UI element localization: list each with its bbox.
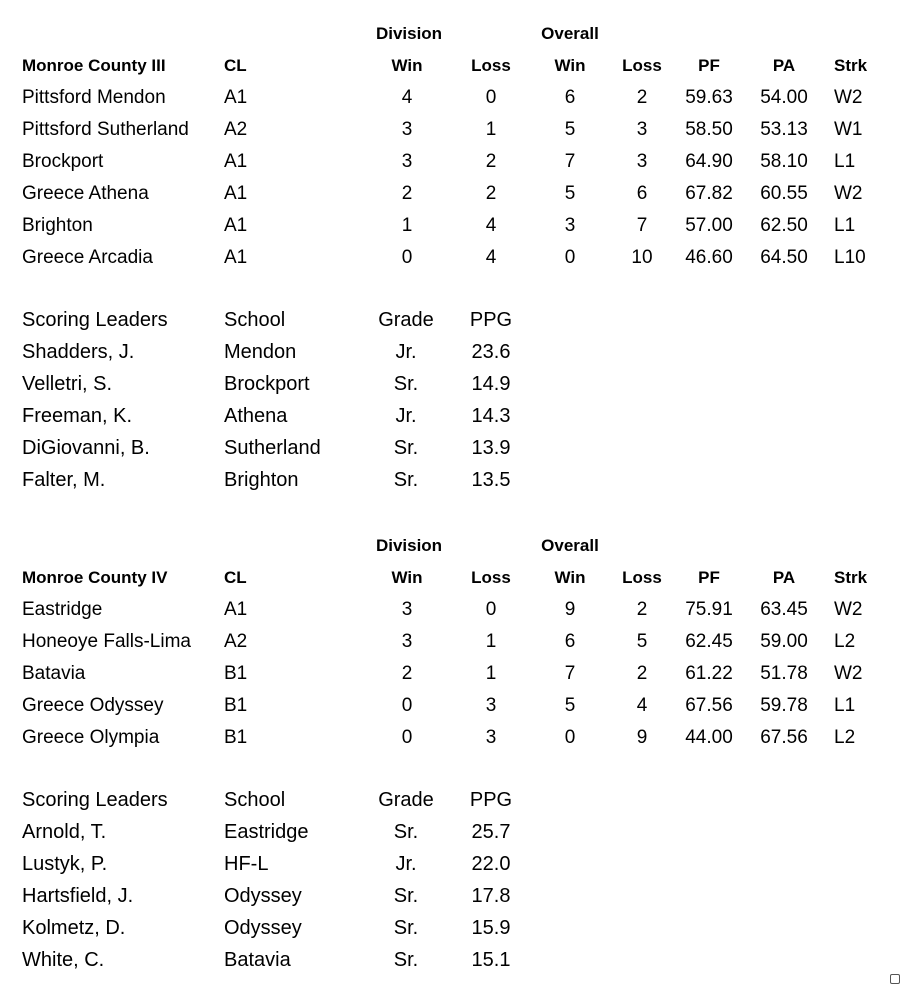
team-name: Brockport <box>22 151 104 172</box>
division-win-header: Win <box>391 568 423 587</box>
player-grade: Sr. <box>393 949 419 971</box>
ppg-header: PPG <box>469 789 513 811</box>
standings-header-row <box>0 50 904 82</box>
overall-wins: 5 <box>564 119 576 140</box>
streak: W2 <box>834 87 863 108</box>
player-school: Athena <box>224 405 288 427</box>
school-header: School <box>224 309 286 331</box>
points-against: 67.56 <box>760 727 808 748</box>
list-item <box>0 880 904 912</box>
division-wins: 3 <box>401 599 413 620</box>
team-name: Greece Arcadia <box>22 247 153 268</box>
list-item <box>0 816 904 848</box>
table-row <box>0 594 904 626</box>
player-ppg: 17.8 <box>471 885 511 907</box>
points-for-header: PF <box>698 568 720 587</box>
streak: L2 <box>834 631 856 652</box>
player-ppg: 23.6 <box>471 341 511 363</box>
list-item <box>0 400 904 432</box>
team-name: Honeoye Falls-Lima <box>22 631 191 652</box>
division-wins: 3 <box>401 151 413 172</box>
points-for: 62.45 <box>685 631 733 652</box>
points-for: 75.91 <box>685 599 733 620</box>
overall-losses: 2 <box>636 87 648 108</box>
player-grade: Jr. <box>395 405 417 427</box>
division-wins: 4 <box>401 87 413 108</box>
overall-losses: 3 <box>636 151 648 172</box>
super-header-row <box>0 18 904 50</box>
streak: W2 <box>834 183 863 204</box>
streak: W2 <box>834 663 863 684</box>
table-row <box>0 210 904 242</box>
overall-win-header: Win <box>554 568 586 587</box>
player-ppg: 13.9 <box>471 437 511 459</box>
team-class: A1 <box>224 183 248 204</box>
streak-header: Strk <box>834 568 868 587</box>
team-name: Batavia <box>22 663 86 684</box>
overall-losses: 2 <box>636 663 648 684</box>
list-item <box>0 368 904 400</box>
standings-header-row <box>0 562 904 594</box>
player-ppg: 14.3 <box>471 405 511 427</box>
points-for-header: PF <box>698 56 720 75</box>
points-for: 61.22 <box>685 663 733 684</box>
grade-header: Grade <box>378 789 434 811</box>
division-losses: 3 <box>485 695 497 716</box>
team-class: A1 <box>224 87 248 108</box>
division-loss-header: Loss <box>471 56 511 75</box>
points-for: 57.00 <box>685 215 733 236</box>
leaders-header-row <box>0 784 904 816</box>
player-ppg: 15.9 <box>471 917 511 939</box>
team-class: A1 <box>224 247 248 268</box>
table-row <box>0 178 904 210</box>
list-item <box>0 464 904 496</box>
division-win-header: Win <box>391 56 423 75</box>
list-item <box>0 848 904 880</box>
division-losses: 1 <box>485 631 497 652</box>
streak: W1 <box>834 119 863 140</box>
team-name: Greece Olympia <box>22 727 160 748</box>
team-name: Brighton <box>22 215 93 236</box>
division-losses: 1 <box>485 119 497 140</box>
overall-losses: 4 <box>636 695 648 716</box>
overall-wins: 0 <box>564 247 576 268</box>
overall-group-header: Overall <box>541 536 599 555</box>
ppg-header: PPG <box>469 309 513 331</box>
team-class: A1 <box>224 599 248 620</box>
table-row <box>0 690 904 722</box>
team-class: A2 <box>224 119 248 140</box>
player-school: Eastridge <box>224 821 309 843</box>
points-for: 67.82 <box>685 183 733 204</box>
points-for: 64.90 <box>685 151 733 172</box>
division-wins: 3 <box>401 631 413 652</box>
streak: L1 <box>834 151 856 172</box>
school-header: School <box>224 789 286 811</box>
overall-wins: 5 <box>564 183 576 204</box>
player-ppg: 13.5 <box>471 469 511 491</box>
points-against: 62.50 <box>760 215 808 236</box>
overall-losses: 9 <box>636 727 648 748</box>
player-grade: Sr. <box>393 917 419 939</box>
player-name: Kolmetz, D. <box>22 917 126 939</box>
table-row <box>0 658 904 690</box>
overall-group-header: Overall <box>541 24 599 43</box>
division-wins: 2 <box>401 663 413 684</box>
overall-loss-header: Loss <box>622 56 662 75</box>
player-school: Mendon <box>224 341 297 363</box>
grade-header: Grade <box>378 309 434 331</box>
overall-wins: 6 <box>564 87 576 108</box>
division-group-header: Division <box>375 24 443 43</box>
player-school: Odyssey <box>224 885 302 907</box>
table-row <box>0 626 904 658</box>
division-losses: 2 <box>485 151 497 172</box>
list-item <box>0 336 904 368</box>
team-class: B1 <box>224 727 248 748</box>
overall-wins: 6 <box>564 631 576 652</box>
class-header: CL <box>224 56 247 75</box>
division-wins: 0 <box>401 247 413 268</box>
points-against: 54.00 <box>760 87 808 108</box>
team-name: Eastridge <box>22 599 103 620</box>
division-losses: 1 <box>485 663 497 684</box>
division-group-header: Division <box>375 536 443 555</box>
points-for: 44.00 <box>685 727 733 748</box>
table-row <box>0 114 904 146</box>
division-name-header: Monroe County III <box>22 56 166 75</box>
streak: L1 <box>834 215 856 236</box>
player-name: Freeman, K. <box>22 405 133 427</box>
overall-wins: 3 <box>564 215 576 236</box>
overall-loss-header: Loss <box>622 568 662 587</box>
leaders-title: Scoring Leaders <box>22 309 168 331</box>
team-class: B1 <box>224 663 248 684</box>
player-name: Hartsfield, J. <box>22 885 134 907</box>
points-against: 58.10 <box>760 151 808 172</box>
division-losses: 2 <box>485 183 497 204</box>
overall-win-header: Win <box>554 56 586 75</box>
points-for: 58.50 <box>685 119 733 140</box>
overall-wins: 5 <box>564 695 576 716</box>
player-grade: Sr. <box>393 821 419 843</box>
points-against: 60.55 <box>760 183 808 204</box>
player-grade: Sr. <box>393 437 419 459</box>
list-item <box>0 912 904 944</box>
division-wins: 2 <box>401 183 413 204</box>
division-wins: 1 <box>401 215 413 236</box>
super-header-row <box>0 530 904 562</box>
resize-handle-icon[interactable] <box>890 974 900 984</box>
list-item <box>0 432 904 464</box>
streak: L2 <box>834 727 856 748</box>
player-name: Falter, M. <box>22 469 106 491</box>
points-against: 59.78 <box>760 695 808 716</box>
streak: W2 <box>834 599 863 620</box>
player-grade: Jr. <box>395 853 417 875</box>
player-school: Brockport <box>224 373 310 395</box>
team-class: B1 <box>224 695 248 716</box>
table-row <box>0 722 904 754</box>
team-name: Pittsford Mendon <box>22 87 166 108</box>
team-class: A2 <box>224 631 248 652</box>
overall-wins: 0 <box>564 727 576 748</box>
division-losses: 0 <box>485 599 497 620</box>
player-name: Arnold, T. <box>22 821 107 843</box>
division-wins: 0 <box>401 727 413 748</box>
division-losses: 3 <box>485 727 497 748</box>
streak-header: Strk <box>834 56 868 75</box>
overall-losses: 6 <box>636 183 648 204</box>
leaders-header-row <box>0 304 904 336</box>
player-school: Odyssey <box>224 917 302 939</box>
overall-losses: 10 <box>631 247 653 268</box>
player-grade: Sr. <box>393 469 419 491</box>
list-item <box>0 944 904 976</box>
overall-losses: 2 <box>636 599 648 620</box>
player-ppg: 15.1 <box>471 949 511 971</box>
player-grade: Jr. <box>395 341 417 363</box>
overall-wins: 9 <box>564 599 576 620</box>
overall-wins: 7 <box>564 151 576 172</box>
points-against: 53.13 <box>760 119 808 140</box>
player-grade: Sr. <box>393 373 419 395</box>
streak: L10 <box>834 247 866 268</box>
points-against: 64.50 <box>760 247 808 268</box>
streak: L1 <box>834 695 856 716</box>
division-wins: 0 <box>401 695 413 716</box>
player-school: Sutherland <box>224 437 321 459</box>
player-name: White, C. <box>22 949 105 971</box>
points-against-header: PA <box>772 568 796 587</box>
player-name: DiGiovanni, B. <box>22 437 150 459</box>
division-losses: 4 <box>485 247 497 268</box>
player-school: Batavia <box>224 949 291 971</box>
team-name: Greece Odyssey <box>22 695 164 716</box>
table-row <box>0 242 904 274</box>
team-class: A1 <box>224 215 248 236</box>
points-for: 67.56 <box>685 695 733 716</box>
points-against: 59.00 <box>760 631 808 652</box>
division-name-header: Monroe County IV <box>22 568 168 587</box>
overall-losses: 7 <box>636 215 648 236</box>
points-against: 63.45 <box>760 599 808 620</box>
table-row <box>0 82 904 114</box>
overall-wins: 7 <box>564 663 576 684</box>
overall-losses: 3 <box>636 119 648 140</box>
team-name: Greece Athena <box>22 183 149 204</box>
team-name: Pittsford Sutherland <box>22 119 189 140</box>
table-row <box>0 146 904 178</box>
team-class: A1 <box>224 151 248 172</box>
division-wins: 3 <box>401 119 413 140</box>
points-against: 51.78 <box>760 663 808 684</box>
player-school: Brighton <box>224 469 299 491</box>
player-ppg: 14.9 <box>471 373 511 395</box>
player-ppg: 25.7 <box>471 821 511 843</box>
points-for: 46.60 <box>685 247 733 268</box>
player-name: Velletri, S. <box>22 373 113 395</box>
overall-losses: 5 <box>636 631 648 652</box>
division-losses: 4 <box>485 215 497 236</box>
player-grade: Sr. <box>393 885 419 907</box>
points-for: 59.63 <box>685 87 733 108</box>
points-against-header: PA <box>772 56 796 75</box>
player-ppg: 22.0 <box>471 853 511 875</box>
player-school: HF-L <box>224 853 269 875</box>
division-loss-header: Loss <box>471 568 511 587</box>
division-losses: 0 <box>485 87 497 108</box>
leaders-title: Scoring Leaders <box>22 789 168 811</box>
player-name: Lustyk, P. <box>22 853 108 875</box>
class-header: CL <box>224 568 247 587</box>
player-name: Shadders, J. <box>22 341 135 363</box>
